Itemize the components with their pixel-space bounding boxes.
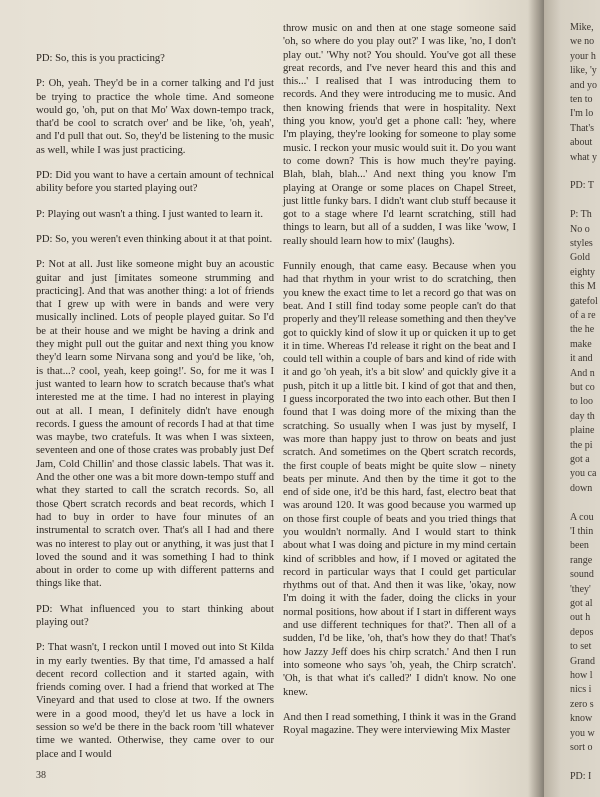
facing-page-text-fragment: the pi [570,439,593,451]
facing-page-text-fragment: know [570,713,593,725]
facing-page-text-fragment: but co [570,382,595,393]
facing-page-text-fragment: it and [570,353,593,365]
left-text-column [36,52,274,773]
facing-page-text-fragment: how l [570,670,593,681]
facing-page-text-fragment: this M [570,281,596,293]
facing-page-text-fragment: about [570,137,593,149]
facing-page-text-fragment: 'I thin [570,526,594,537]
facing-page-text-fragment: styles [570,238,593,249]
facing-page-text-fragment: sort o [570,742,593,753]
facing-page-text-fragment: we no [570,36,595,48]
facing-page-text-fragment: Gold [570,252,590,264]
facing-page-text-fragment: A cou [570,511,594,523]
facing-page-text-fragment: your h [570,50,596,62]
paragraph: PD: So, this is you practicing? [36,53,165,64]
facing-page-text-fragment: to loo [570,396,594,408]
paragraph: And then I read something, I think it was in the Grand Royal magazine. They were interviewing Mix Master [283,711,516,737]
page-number: 38 [36,770,46,781]
facing-page-text-fragment: of a re [570,310,596,321]
facing-page-text-fragment: P: Th [570,209,592,221]
facing-page-text-fragment: PD: I [570,770,592,782]
facing-page-text-fragment: gatefol [570,295,598,307]
facing-page-text-fragment: and yo [570,79,597,91]
facing-page-text-fragment: you ca [570,468,597,480]
facing-page-text-fragment: out h [570,612,591,624]
facing-page-text-fragment: I'm lo [570,108,594,120]
paragraph: PD: So, you weren't even thinking about it at that point. [36,233,273,245]
facing-page-text-fragment: zero s [570,698,594,710]
facing-page-text-fragment: Mike, [570,22,594,33]
facing-page-text-fragment: nics i [570,684,592,696]
facing-page-text-fragment: sound [570,569,594,581]
facing-page-text-fragment: make [570,338,592,350]
facing-page-text-fragment: what y [570,151,597,163]
paragraph: P: Not at all. Just like someone might buy an acoustic guitar and just [imitates someone strumming and practicing]. And that was another thing: a lot of friends that I grew up with were in bands and were very musically inclined. Lots of people played guitar. So I'd be at their house and we might be having a drink and they might pull out the guitar and next thing you know they'd learn some Nirvana song and you'd be like, 'oh, is that...? cool, yeah, keep going!'. So, for me it was I just wanted to learn how to scratch because that's what interested me at the time. I had no interest in playing out at all. I mean, I definitely didn't have enough records. I guess the amount of records I had at that time was maybe, two cratefuls. It was when I was sixteen, seventeen and one of those crates was probably just Def Jam, Cold Chillin' and those classic labels. That was it. And the other one was a bit more down-tempo stuff and what they started to call the scratch records. So, all those Qbert scratch records and beat records, which I had to buy in order to have four minutes of an instrumental to scratch over. That's all I had and there was no interest to play out or anything, it was just that I loved the sound and it was something I had to think about in order to come up with different patterns and things like that. [36,259,274,590]
paragraph: P: That wasn't, I reckon until I moved out into St Kilda in my early twenties. By that time, I'd amassed a half decent record collection and it started again, with friends coming over. I had a friend that worked at The Vineyard and that used to close at two. If the owners were in a good mood, they'd let us have a lock in session so we'd be there in the back room 'till whatever time we wanted. Otherwise, they came over to our place and I would [36,642,274,760]
facing-page-text-fragment: got al [570,598,593,609]
facing-page-text-fragment: range [570,554,593,566]
paragraph: P: Oh, yeah. They'd be in a corner talking and I'd just be trying to practice the whole time. And someone would go, 'oh, put on that Mo' Wax down-tempo track, that'd be cool to scratch over' and be like, 'oh, yeah', and I'd pull that out. So, they'd be listening to the music as well, while I was just practicing. [36,78,274,156]
facing-page-text-fragment: eighty [570,266,595,278]
facing-page-text-fragment: got a [570,454,590,465]
facing-page-text-fragment: like, 'y [570,65,597,77]
facing-page-text-fragment: the he [570,324,595,336]
facing-page-text-fragment: you w [570,727,595,739]
facing-page-text-fragment: plaine [570,425,595,437]
paragraph: Funnily enough, that came easy. Because when you had that rhythm in your wrist to do scratching, then you knew the exact time to let a record go that was on beat. And I still find today some people can't do that properly and they'll release something and then they've got to quickly kind of slow it up or quicken it up to get it in time. Whereas I'd release it right on the beat and I could tell within a couple of bars and kind of ride with it and go 'oh yeah, it's a bit slow' and quickly give it a push, pitch it up a little bit. I kind of got that and then, I guess incorporated the two into each other. But then I found that I was doing more of the mixing than the scratching. So usually when I was just by myself, I was more than happy just to throw on beats and just scratch. And sometimes on the Qbert scratch records, the first couple of beats might be quite slow – ninety beats per minute. And then by the time it got to the end of side one, it'd be this hard, fast, electro beat that was around 120. It was good because you warmed up on those first couple of beats and you tried things that you wouldn't normally. And I would start to think about what I was doing and picture in my mind certain kind of scribbles and how, if I moved or agitated the record in particular ways that I could get particular rhythms out of that. And then it was like, 'okay, now I'm doing it with the fader, doing the clicks in your normal positions, how about if I start in different ways and use different techniques for that?'. Then all of a sudden, I'd be like, 'oh, that's how they do that! That's how Jazzy Jeff does his chirp scratch.' And then I run into someone who says 'oh, yeah, the Chirp scratch'. 'Oh, is that what it's called?' I didn't know. No one knew. [283,261,516,698]
facing-page-text-fragment: That's [570,122,595,134]
facing-page-text-fragment: been [570,540,589,552]
facing-page-text-fragment: PD: T [570,180,594,192]
facing-page-text-fragment: day th [570,410,595,422]
paragraph: P: Playing out wasn't a thing. I just wanted to learn it. [36,208,264,220]
facing-page-text-fragment: ten to [570,94,593,105]
facing-page-text-fragment: Grand [570,655,595,667]
facing-page-text-fragment: depos [570,626,594,638]
facing-page-text-fragment: to set [570,641,592,653]
facing-page-text-fragment: No o [570,223,590,235]
facing-page-text-fragment: 'they' [570,583,591,595]
facing-page-edge [544,0,600,797]
facing-page-text-fragment: And n [570,367,595,379]
paragraph: throw music on and then at one stage someone said 'oh, so where do you play out?' I was like, 'no, I don't play out.' 'Why not? You should. You've got all these great records, and I've never heard this and this and this...' I realised that I was introducing them to records. And they were introducing me to music. And then knowing friends that were in hospitality. Next thing you know, you'd get a phone call: 'hey, where I'm playing, they're looking for someone to play some music. I reckon your music would suit it. Do you want to come down? This is how much they're paying. Blah, blah, blah...' And next thing you know I'm playing at Orange or some places on Chapel Street, just little funky bars. I didn't want club stuff because it got to a stage where I'd learnt scratching, still had things to learn, but all of a sudden, I was like 'wow, I really should learn how to mix' (laughs). [283,23,516,247]
paragraph: PD: Did you want to have a certain amount of technical ability before you started playing out? [36,170,274,195]
paragraph: PD: What influenced you to start thinking about playing out? [36,603,274,628]
facing-page-text-fragment: down [570,482,593,494]
right-text-column [283,22,516,749]
